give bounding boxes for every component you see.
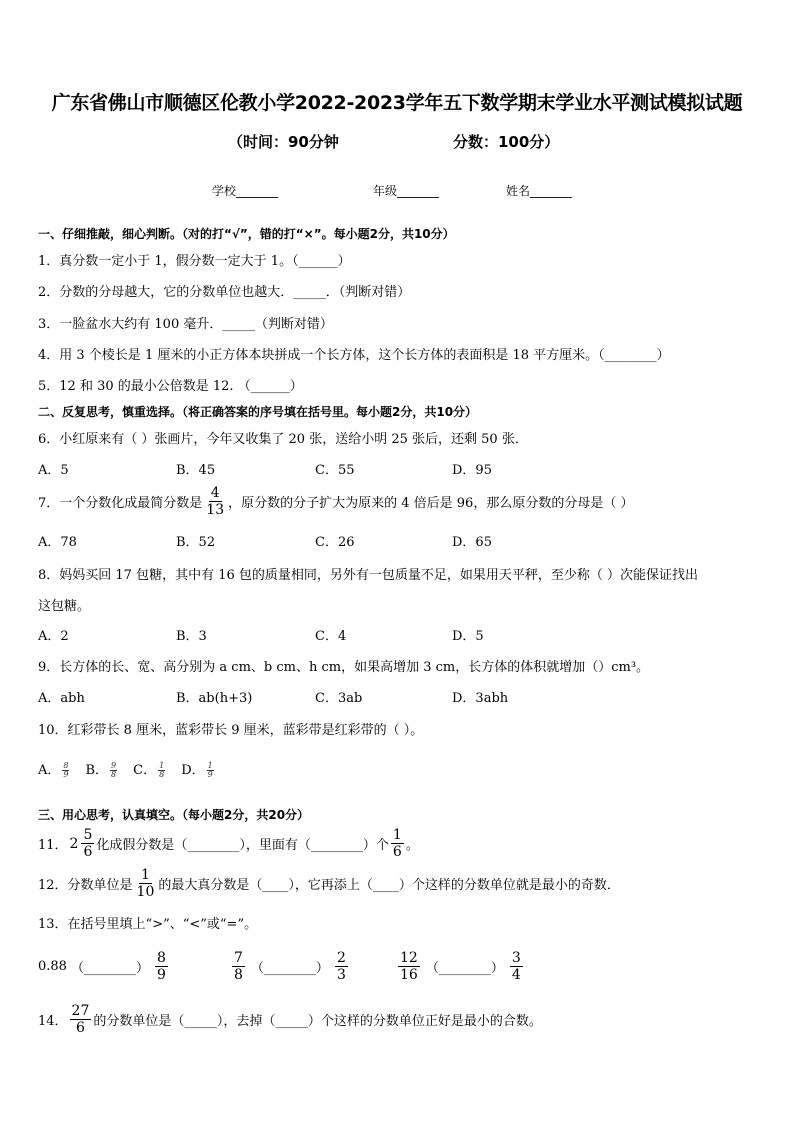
q7-option-d: D．65 — [452, 535, 492, 550]
question-8-line-1: 8．妈妈买回 17 包糖，其中有 16 包的质量相同，另外有一包质量不足，如果用天平秤，至少称（ ）次能保证找出 — [38, 568, 699, 583]
q10-option-b: B． $\frac{9}{8}$ — [85, 761, 117, 779]
question-6: 6．小红原来有（ ）张画片，今年又收集了 20 张，送给小明 25 张后，还剩 50 张． — [38, 432, 528, 447]
q7-text-start: 7．一个分数化成最简分数是 — [38, 496, 203, 511]
q7-text-end: ，原分数的分子扩大为原来的 4 倍后是 96，那么原分数的分母是（ ） — [228, 496, 634, 511]
q14-fraction: $\frac{27}{6}$ — [71, 1003, 90, 1036]
q9-option-b: B．ab(h+3) — [176, 691, 253, 706]
question-12: 12．分数单位是 $\frac{1}{10}$ 的最大真分数是（____），它再添上（____）个这样的分数单位就是最小的奇数． — [38, 867, 620, 900]
q11-unit-fraction: $\frac{1}{6}$ — [392, 827, 402, 860]
question-2: 2．分数的分母越大，它的分数单位也越大．_____．（判断对错） — [38, 285, 411, 300]
q8-option-c: C．4 — [315, 629, 347, 644]
q11-mixed-number: 2 $\frac{5}{6}$ — [69, 827, 93, 860]
q13-compare-3: $\frac{12}{16}$ （________） $\frac{3}{4}$ — [400, 950, 521, 983]
question-14: 14． $\frac{27}{6}$ 的分数单位是（_____），去掉（_____）个这样的分数单位正好是最小的合数。 — [38, 1003, 542, 1036]
question-1: 1．真分数一定小于 1，假分数一定大于 1。（______） — [38, 254, 351, 269]
q9-option-a: A．abh — [38, 691, 85, 706]
q6-option-d: D．95 — [452, 463, 492, 478]
q9-option-d: D．3abh — [452, 691, 509, 706]
exam-time: （时间：90分钟 — [228, 133, 339, 151]
question-7 — [38, 486, 633, 517]
q8-option-a: A．2 — [38, 629, 69, 644]
q10-options — [38, 759, 216, 779]
question-4: 4．用 3 个棱长是 1 厘米的小正方体本块拼成一个长方体，这个长方体的表面积是 18 平方厘米。（________） — [38, 348, 670, 363]
question-3: 3．一脸盆水大约有 100 毫升．_____（判断对错） — [38, 317, 333, 332]
q10-option-c: C． $\frac{1}{8}$ — [133, 761, 165, 779]
q6-option-a: A．5 — [38, 463, 69, 478]
section-2-heading: 二、反复思考，慎重选择。（将正确答案的序号填在括号里。每小题2分，共10分） — [38, 405, 478, 419]
q8-option-b: B．3 — [176, 629, 207, 644]
q12-fraction: $\frac{1}{10}$ — [136, 867, 155, 900]
question-13: 13．在括号里填上“>”、“<”或“=”。 — [38, 917, 258, 932]
grade-field: 年级_______ — [373, 184, 440, 198]
q9-option-c: C．3ab — [315, 691, 363, 706]
exam-score: 分数：100分） — [453, 133, 560, 151]
question-8-line-2: 这包糖。 — [38, 599, 91, 614]
q7-fraction: $\frac{4}{13}$ — [206, 485, 225, 518]
school-field: 学校_______ — [212, 184, 279, 198]
q6-option-c: C．55 — [315, 463, 355, 478]
question-9: 9．长方体的长、宽、高分别为 a cm、b cm、h cm，如果高增加 3 cm，长方体的体积就增加（）cm³。 — [38, 660, 650, 675]
q8-option-d: D．5 — [452, 629, 484, 644]
q6-option-b: B．45 — [176, 463, 216, 478]
name-field: 姓名_______ — [506, 184, 573, 198]
question-5: 5．12 和 30 的最小公倍数是 12. （______） — [38, 379, 303, 394]
q7-option-b: B．52 — [176, 535, 216, 550]
q10-option-a: A． $\frac{8}{9}$ — [38, 761, 69, 779]
q13-compare-2: $\frac{7}{8}$ （________） $\frac{2}{3}$ — [234, 950, 346, 983]
q7-option-c: C．26 — [315, 535, 355, 550]
question-10: 10．红彩带长 8 厘米，蓝彩带长 9 厘米，蓝彩带是红彩带的（ ）。 — [38, 723, 424, 738]
q10-option-d: D． $\frac{1}{9}$ — [181, 761, 213, 779]
page-title: 广东省佛山市顺德区伦教小学2022-2023学年五下数学期末学业水平测试模拟试题 — [51, 92, 743, 114]
q13-compare-1: 0.88 （________） $\frac{8}{9}$ — [38, 950, 166, 983]
q7-option-a: A．78 — [38, 535, 77, 550]
section-3-heading: 三、用心思考，认真填空。（每小题2分，共20分） — [38, 808, 310, 822]
question-11: 11． 2 $\frac{5}{6}$ 化成假分数是（________），里面有（________）个 $\frac{1}{6}$ 。 — [38, 827, 419, 860]
section-1-heading: 一、仔细推敲，细心判断。（对的打“√”，错的打“×”。每小题2分，共10分） — [38, 227, 455, 241]
